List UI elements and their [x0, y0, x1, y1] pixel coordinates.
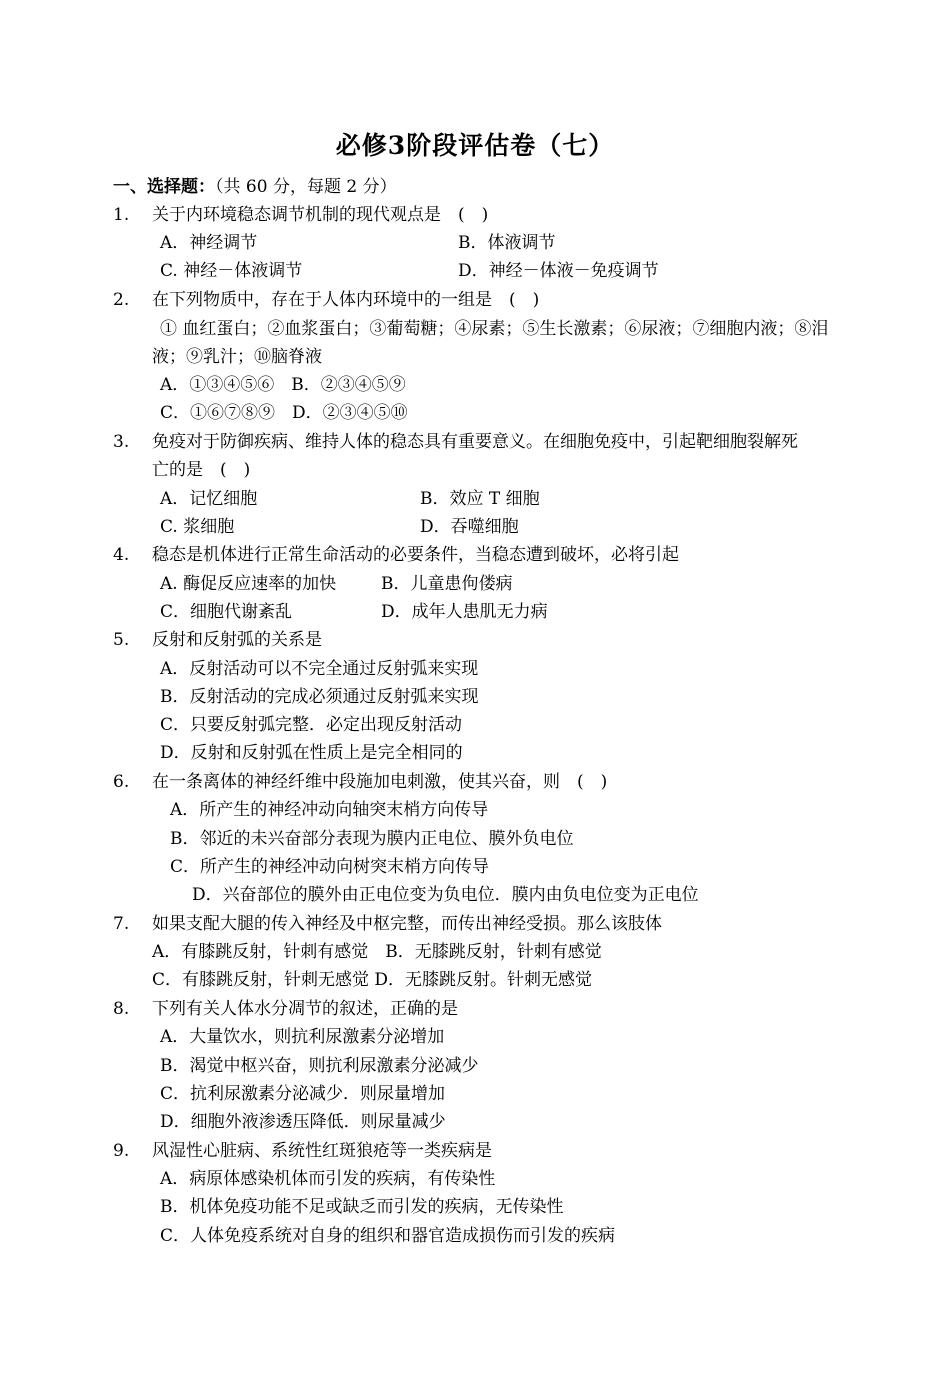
q7-options-ab: A．有膝跳反射，针刺有感觉 B．无膝跳反射，针刺有感觉 — [152, 942, 602, 962]
q9-option-a: A．病原体感染机体而引发的疾病，有传染性 — [160, 1169, 496, 1189]
q7-number: 7. — [113, 914, 130, 934]
q6-option-a: A．所产生的神经冲动向轴突末梢方向传导 — [170, 800, 489, 820]
q9-number: 9. — [113, 1141, 130, 1161]
q1-option-b: B．体液调节 — [458, 233, 556, 253]
q1-stem: 关于内环境稳态调节机制的现代观点是 ( ) — [152, 205, 489, 225]
q3-number: 3. — [113, 432, 130, 452]
q3-stem-line1: 免疫对于防御疾病、维持人体的稳态具有重要意义。在细胞免疫中，引起靶细胞裂解死 — [152, 432, 798, 452]
q8-option-a: A．大量饮水，则抗利尿激素分泌增加 — [160, 1027, 445, 1047]
q6-option-d: D．兴奋部位的膜外由正电位变为负电位．膜内由负电位变为正电位 — [192, 885, 699, 905]
q5-option-b: B．反射活动的完成必须通过反射弧来实现 — [160, 687, 479, 707]
q4-option-b: B．儿童患佝偻病 — [381, 574, 513, 594]
q6-number: 6. — [113, 772, 130, 792]
q2-options-ab: A．①③④⑤⑥ B．②③④⑤⑨ — [160, 375, 406, 395]
page-title: 必修3阶段评估卷（七） — [335, 131, 615, 160]
q1-option-a: A．神经调节 — [160, 233, 258, 253]
q1-option-c: C. 神经－体液调节 — [160, 261, 303, 281]
q4-stem: 稳态是机体进行正常生命活动的必要条件，当稳态遭到破坏，必将引起 — [152, 545, 679, 565]
q8-option-c: C．抗利尿激素分泌减少．则尿量增加 — [160, 1084, 446, 1104]
q4-option-c: C．细胞代谢紊乱 — [160, 602, 293, 622]
q3-stem-line2: 亡的是 ( ) — [152, 460, 251, 480]
section-note: （共 60 分，每题 2 分） — [215, 177, 397, 197]
q9-option-c: C．人体免疫系统对自身的组织和器官造成损伤而引发的疾病 — [160, 1226, 616, 1246]
q2-options-cd: C．①⑥⑦⑧⑨ D．②③④⑤⑩ — [160, 403, 408, 423]
q5-stem: 反射和反射弧的关系是 — [152, 630, 322, 650]
q5-option-a: A．反射活动可以不完全通过反射弧来实现 — [160, 659, 479, 679]
q8-number: 8. — [113, 999, 130, 1019]
q6-stem: 在一条离体的神经纤维中段施加电刺激，使其兴奋，则 ( ) — [152, 772, 608, 792]
q2-items-line1: ① 血红蛋白；②血浆蛋白；③葡萄糖；④尿素；⑤生长激素；⑥尿液；⑦细胞内液；⑧泪 — [160, 319, 829, 339]
q7-options-cd: C．有膝跳反射，针刺无感觉 D．无膝跳反射。针刺无感觉 — [152, 970, 593, 990]
q7-stem: 如果支配大腿的传入神经及中枢完整，而传出神经受损。那么该肢体 — [152, 914, 662, 934]
q1-option-d: D．神经－体液－免疫调节 — [458, 261, 659, 281]
q5-option-c: C．只要反射弧完整．必定出现反射活动 — [160, 715, 463, 735]
q6-option-b: B．邻近的未兴奋部分表现为膜内正电位、膜外负电位 — [170, 829, 574, 849]
q2-number: 2. — [113, 290, 130, 310]
q2-stem: 在下列物质中，存在于人体内环境中的一组是 ( ) — [152, 290, 540, 310]
section-heading-row — [113, 176, 397, 198]
q8-stem: 下列有关人体水分凋节的叙述，正确的是 — [152, 999, 458, 1019]
q8-option-b: B．渴觉中枢兴奋，则抗利尿激素分泌减少 — [160, 1056, 479, 1076]
section-heading: 一、选择题： — [113, 177, 215, 197]
q9-option-b: B．机体免疫功能不足或缺乏而引发的疾病，无传染性 — [160, 1197, 564, 1217]
q1-number: 1. — [113, 205, 130, 225]
q4-number: 4. — [113, 545, 130, 565]
q9-stem: 风湿性心脏病、系统性红斑狼疮等一类疾病是 — [152, 1141, 492, 1161]
q3-option-a: A．记忆细胞 — [160, 489, 258, 509]
q2-items-line2: 液；⑨乳汁；⑩脑脊液 — [152, 347, 322, 367]
q6-option-c: C．所产生的神经冲动向树突末梢方向传导 — [170, 857, 490, 877]
q4-option-a: A. 酶促反应速率的加快 — [160, 574, 337, 594]
q5-number: 5. — [113, 630, 130, 650]
q3-option-b: B．效应 T 细胞 — [420, 489, 540, 509]
q5-option-d: D．反射和反射弧在性质上是完全相同的 — [160, 743, 463, 763]
q4-option-d: D．成年人患肌无力病 — [381, 602, 548, 622]
q3-option-d: D．吞噬细胞 — [420, 517, 519, 537]
q8-option-d: D．细胞外液渗透压降低．则尿量减少 — [160, 1112, 446, 1132]
q3-option-c: C. 浆细胞 — [160, 517, 235, 537]
